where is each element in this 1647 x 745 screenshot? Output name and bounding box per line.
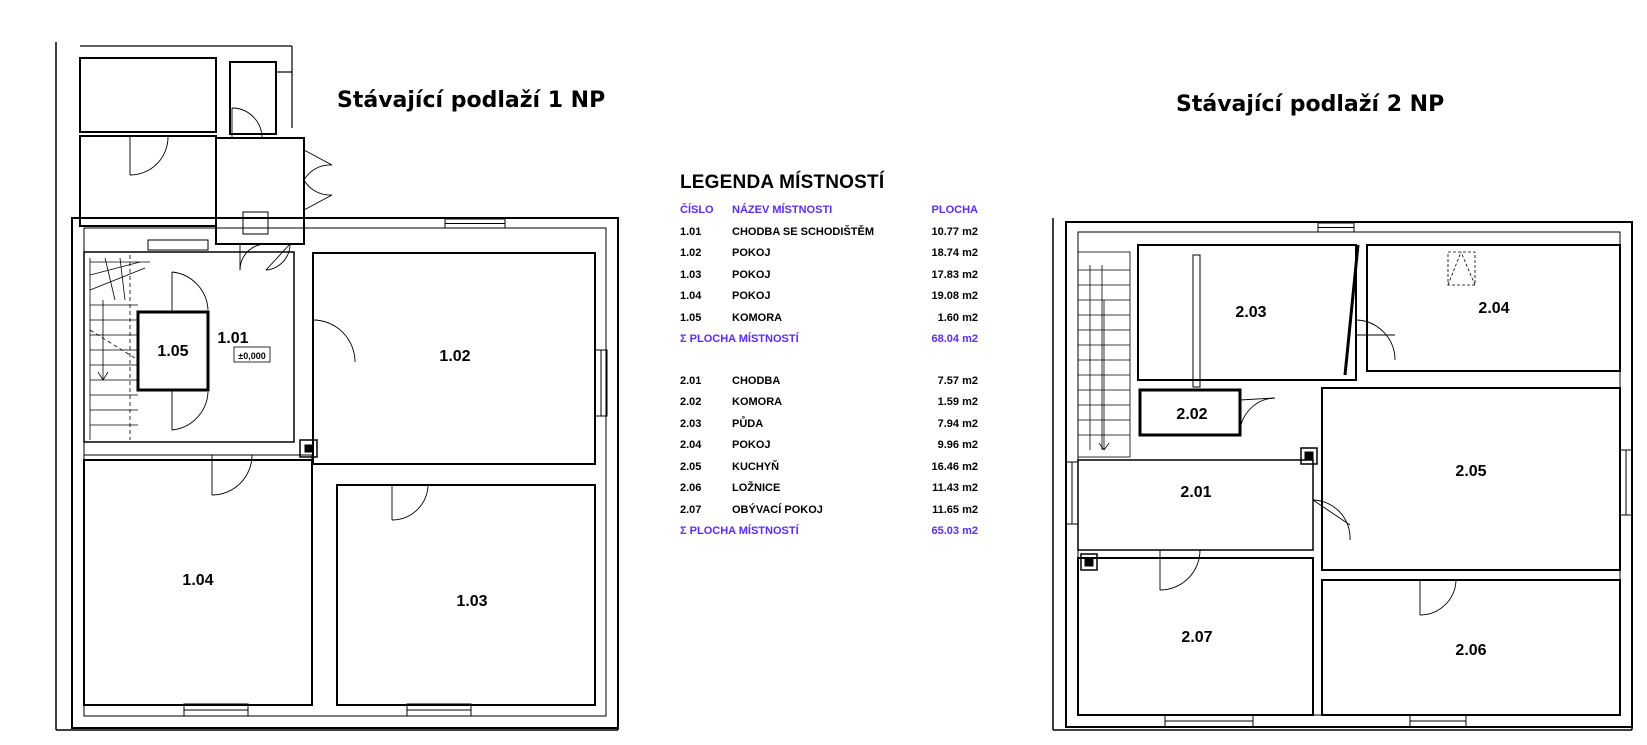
room-name: POKOJ <box>732 290 771 302</box>
room-area: 7.94 m2 <box>937 417 978 430</box>
room-name: POKOJ <box>732 439 771 451</box>
room-area: 10.77 m2 <box>931 225 978 238</box>
floor2-title: Stávající podlaží 2 NP <box>1176 92 1445 117</box>
room-label-2.07: 2.07 <box>1181 629 1213 646</box>
legend-row <box>680 290 1000 312</box>
total-area: 65.03 m2 <box>931 525 978 537</box>
room-level-1.01: ±0,000 <box>238 351 266 361</box>
legend-row <box>680 396 1000 418</box>
legend-heading: LEGENDA MÍSTNOSTÍ <box>680 172 885 193</box>
room-legend <box>680 172 1000 547</box>
room-number: 1.02 <box>680 247 702 259</box>
room-name: KOMORA <box>732 311 783 324</box>
legend-row <box>680 439 1000 461</box>
room-label-2.03: 2.03 <box>1235 304 1267 321</box>
room-label-1.02: 1.02 <box>439 348 471 365</box>
room-label-1.05: 1.05 <box>157 343 189 360</box>
room-number: 1.04 <box>680 290 702 302</box>
room-number: 2.02 <box>680 396 702 408</box>
room-number: 2.03 <box>680 417 702 430</box>
room-number: 1.05 <box>680 311 702 324</box>
room-name: POKOJ <box>732 247 771 259</box>
floor2-plan <box>1053 218 1632 730</box>
total-label: Σ PLOCHA MÍSTNOSTÍ <box>680 333 799 345</box>
legend-row <box>680 312 1000 334</box>
room-number: 2.01 <box>680 374 702 387</box>
room-name: LOŽNICE <box>732 482 781 494</box>
room-area: 16.46 m2 <box>931 460 978 473</box>
room-label-2.06: 2.06 <box>1455 642 1487 659</box>
room-label-2.04: 2.04 <box>1478 300 1510 317</box>
legend-row <box>680 375 1000 397</box>
legend-row <box>680 247 1000 269</box>
room-number: 1.01 <box>680 225 702 238</box>
room-area: 11.43 m2 <box>932 482 978 494</box>
room-number: 2.05 <box>680 460 702 473</box>
room-area: 1.60 m2 <box>937 311 978 324</box>
legend-row <box>680 482 1000 504</box>
room-label-1.01: 1.01 <box>217 330 249 347</box>
room-label-2.01: 2.01 <box>1180 484 1212 501</box>
floor1-title: Stávající podlaží 1 NP <box>337 88 606 113</box>
legend-total-floor2 <box>680 525 1000 547</box>
legend-row <box>680 269 1000 291</box>
room-number: 2.04 <box>680 439 702 451</box>
legend-row <box>680 226 1000 248</box>
legend-row <box>680 504 1000 526</box>
floor1-plan <box>56 42 618 730</box>
room-name: CHODBA <box>732 374 781 387</box>
room-area: 1.59 m2 <box>937 396 978 408</box>
legend-row <box>680 461 1000 483</box>
room-area: 11.65 m2 <box>932 503 978 516</box>
room-name: PŮDA <box>732 417 764 430</box>
room-name: OBÝVACÍ POKOJ <box>732 503 823 516</box>
room-number: 1.03 <box>680 268 702 281</box>
room-label-2.05: 2.05 <box>1455 463 1487 480</box>
room-area: 18.74 m2 <box>931 247 978 259</box>
room-area: 17.83 m2 <box>931 268 978 281</box>
room-label-1.03: 1.03 <box>456 593 488 610</box>
legend-total-floor1 <box>680 333 1000 355</box>
total-area: 68.04 m2 <box>931 333 978 345</box>
room-area: 19.08 m2 <box>931 290 978 302</box>
legend-col-number: ČÍSLO <box>680 204 714 216</box>
room-area: 7.57 m2 <box>937 374 978 387</box>
room-name: KUCHYŇ <box>732 460 780 473</box>
legend-col-area: PLOCHA <box>931 204 978 216</box>
room-label-2.02: 2.02 <box>1176 406 1208 423</box>
room-label-1.04: 1.04 <box>182 572 214 589</box>
room-number: 2.06 <box>680 482 702 494</box>
room-name: POKOJ <box>732 268 771 281</box>
legend-row <box>680 418 1000 440</box>
room-name: CHODBA SE SCHODIŠTĚM <box>732 225 874 238</box>
room-name: KOMORA <box>732 396 783 408</box>
legend-column-headers <box>680 204 1000 226</box>
room-area: 9.96 m2 <box>937 439 978 451</box>
legend-col-name: NÁZEV MÍSTNOSTI <box>732 204 833 216</box>
total-label: Σ PLOCHA MÍSTNOSTÍ <box>680 525 799 537</box>
room-number: 2.07 <box>680 503 702 516</box>
